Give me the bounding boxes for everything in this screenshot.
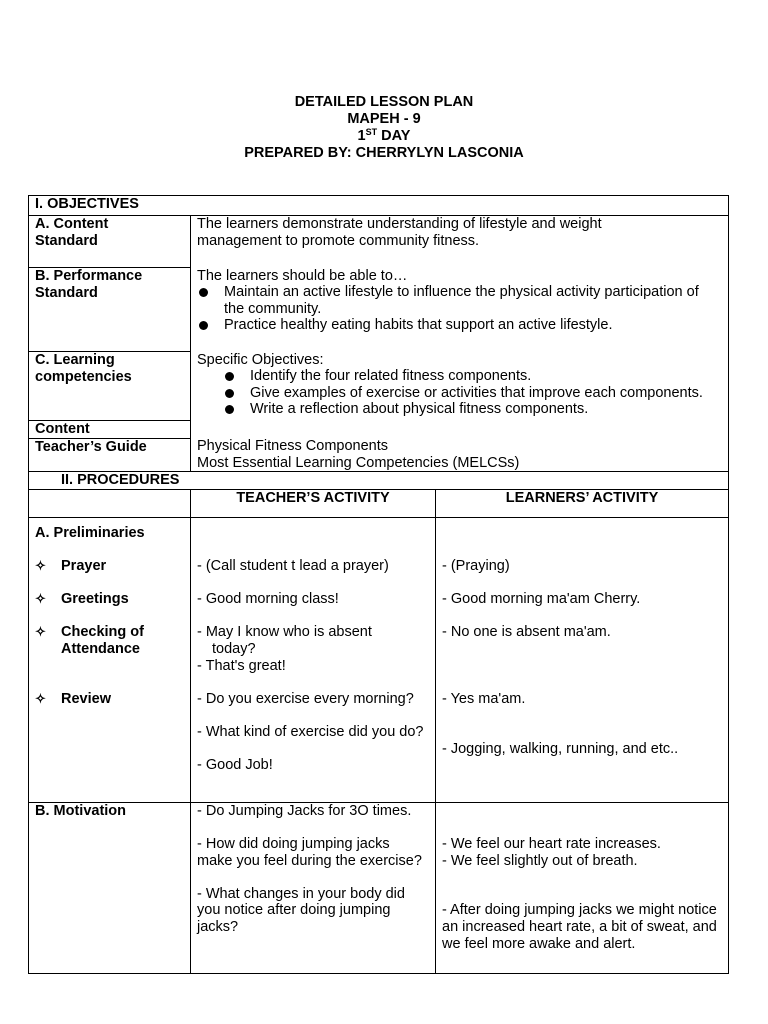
column-header-teacher: TEACHER’S ACTIVITY <box>191 489 436 517</box>
greetings-teacher: - Good morning class! <box>197 591 339 608</box>
preliminaries-teacher-cell <box>191 517 436 802</box>
performance-standard-label: B. Performance Standard <box>29 268 191 352</box>
learning-competencies-text: Specific Objectives: Identify the four related fitness components. Give examples of exercise or activities that improve each components. Write a reflection about physical fitness components. <box>191 352 729 439</box>
four-point-star-icon: ✧ <box>35 690 46 706</box>
preliminaries-label-cell <box>29 517 191 802</box>
document-title: DETAILED LESSON PLAN <box>294 94 474 110</box>
motivation-teacher-3: - What changes in your body did you notice after doing jumping jacks? <box>197 885 405 936</box>
motivation-learner-cell <box>436 802 729 973</box>
document-subject: MAPEH - 9 <box>347 111 421 127</box>
attendance-teacher-2: today? <box>212 641 256 658</box>
list-item: Practice healthy eating habits that support an active lifestyle. <box>197 317 722 334</box>
prayer-step: ✧ Prayer <box>35 558 107 575</box>
preliminaries-learner-cell <box>436 517 729 802</box>
teachers-guide-label: Teacher’s Guide <box>29 438 191 472</box>
review-learner-2: - Jogging, walking, running, and etc.. <box>442 740 679 757</box>
objectives-heading-row <box>29 196 729 216</box>
preliminaries-row <box>29 517 729 802</box>
review-teacher-2: - What kind of exercise did you do? <box>197 724 424 740</box>
learning-competencies-list <box>197 368 722 418</box>
column-header-blank <box>29 489 191 517</box>
four-point-star-icon: ✧ <box>35 558 46 574</box>
document-day: 1ST DAY <box>357 127 411 144</box>
greetings-step: ✧ Greetings <box>35 591 129 608</box>
learning-competencies-label: C. Learning competencies <box>29 352 191 421</box>
content-and-guide-values <box>191 438 729 472</box>
motivation-teacher-2: - How did doing jumping jacks make you feel during the exercise? <box>197 836 422 869</box>
motivation-learner-1: - We feel our heart rate increases. <box>442 836 661 853</box>
content-value: Physical Fitness Components <box>197 438 388 455</box>
document-header <box>0 94 768 162</box>
attendance-teacher-1: - May I know who is absent <box>197 624 372 641</box>
content-standard-label: A. Content Standard <box>29 216 191 268</box>
teachers-guide-row <box>29 438 729 472</box>
review-teacher-3: - Good Job! <box>197 757 273 774</box>
teachers-guide-value: Most Essential Learning Competencies (MELCSs) <box>197 454 520 471</box>
four-point-star-icon: ✧ <box>35 591 46 607</box>
content-label: Content <box>29 421 191 439</box>
prayer-learner: - (Praying) <box>442 558 510 575</box>
attendance-learner: - No one is absent ma'am. <box>442 624 611 641</box>
procedures-column-headers <box>29 489 729 517</box>
lesson-plan-table <box>28 195 729 974</box>
procedures-heading: II. PROCEDURES <box>29 472 729 490</box>
greetings-learner: - Good morning ma'am Cherry. <box>442 591 641 608</box>
procedures-heading-row <box>29 472 729 490</box>
document-author: PREPARED BY: CHERRYLYN LASCONIA <box>244 145 524 161</box>
attendance-step: ✧ Checking of Attendance <box>35 624 144 658</box>
review-learner-1: - Yes ma'am. <box>442 690 526 707</box>
performance-standard-list <box>197 284 722 334</box>
review-step: ✧ Review <box>35 690 111 707</box>
performance-standard-row <box>29 268 729 352</box>
review-teacher-1: - Do you exercise every morning? <box>197 690 414 707</box>
prayer-teacher: - (Call student t lead a prayer) <box>197 558 389 575</box>
learning-competencies-row <box>29 352 729 421</box>
list-item: Write a reflection about physical fitness components. <box>197 401 722 418</box>
motivation-row <box>29 802 729 973</box>
motivation-teacher-cell <box>191 802 436 973</box>
preliminaries-label: A. Preliminaries <box>35 524 145 541</box>
performance-standard-text: The learners should be able to… Maintain an active lifestyle to influence the physical activity participation of the community. Practice healthy eating habits that support an active lifestyle. <box>191 268 729 352</box>
four-point-star-icon: ✧ <box>35 624 46 640</box>
attendance-teacher-3: - That's great! <box>197 657 286 674</box>
motivation-teacher-1: - Do Jumping Jacks for 3O times. <box>197 802 412 819</box>
motivation-learner-2: - We feel slightly out of breath. <box>442 852 638 869</box>
list-item: Give examples of exercise or activities that improve each components. <box>197 385 722 402</box>
motivation-label: B. Motivation <box>29 802 191 973</box>
objectives-heading: I. OBJECTIVES <box>29 196 729 216</box>
content-standard-row <box>29 216 729 268</box>
motivation-learner-3: - After doing jumping jacks we might notice an increased heart rate, a bit of sweat, and we feel more awake and alert. <box>442 902 717 952</box>
column-header-learners: LEARNERS’ ACTIVITY <box>436 489 729 517</box>
content-standard-text: The learners demonstrate understanding of lifestyle and weight management to promote community fitness. <box>191 216 729 268</box>
list-item: Identify the four related fitness components. <box>197 368 722 385</box>
list-item: Maintain an active lifestyle to influence the physical activity participation of the community. <box>197 284 722 317</box>
